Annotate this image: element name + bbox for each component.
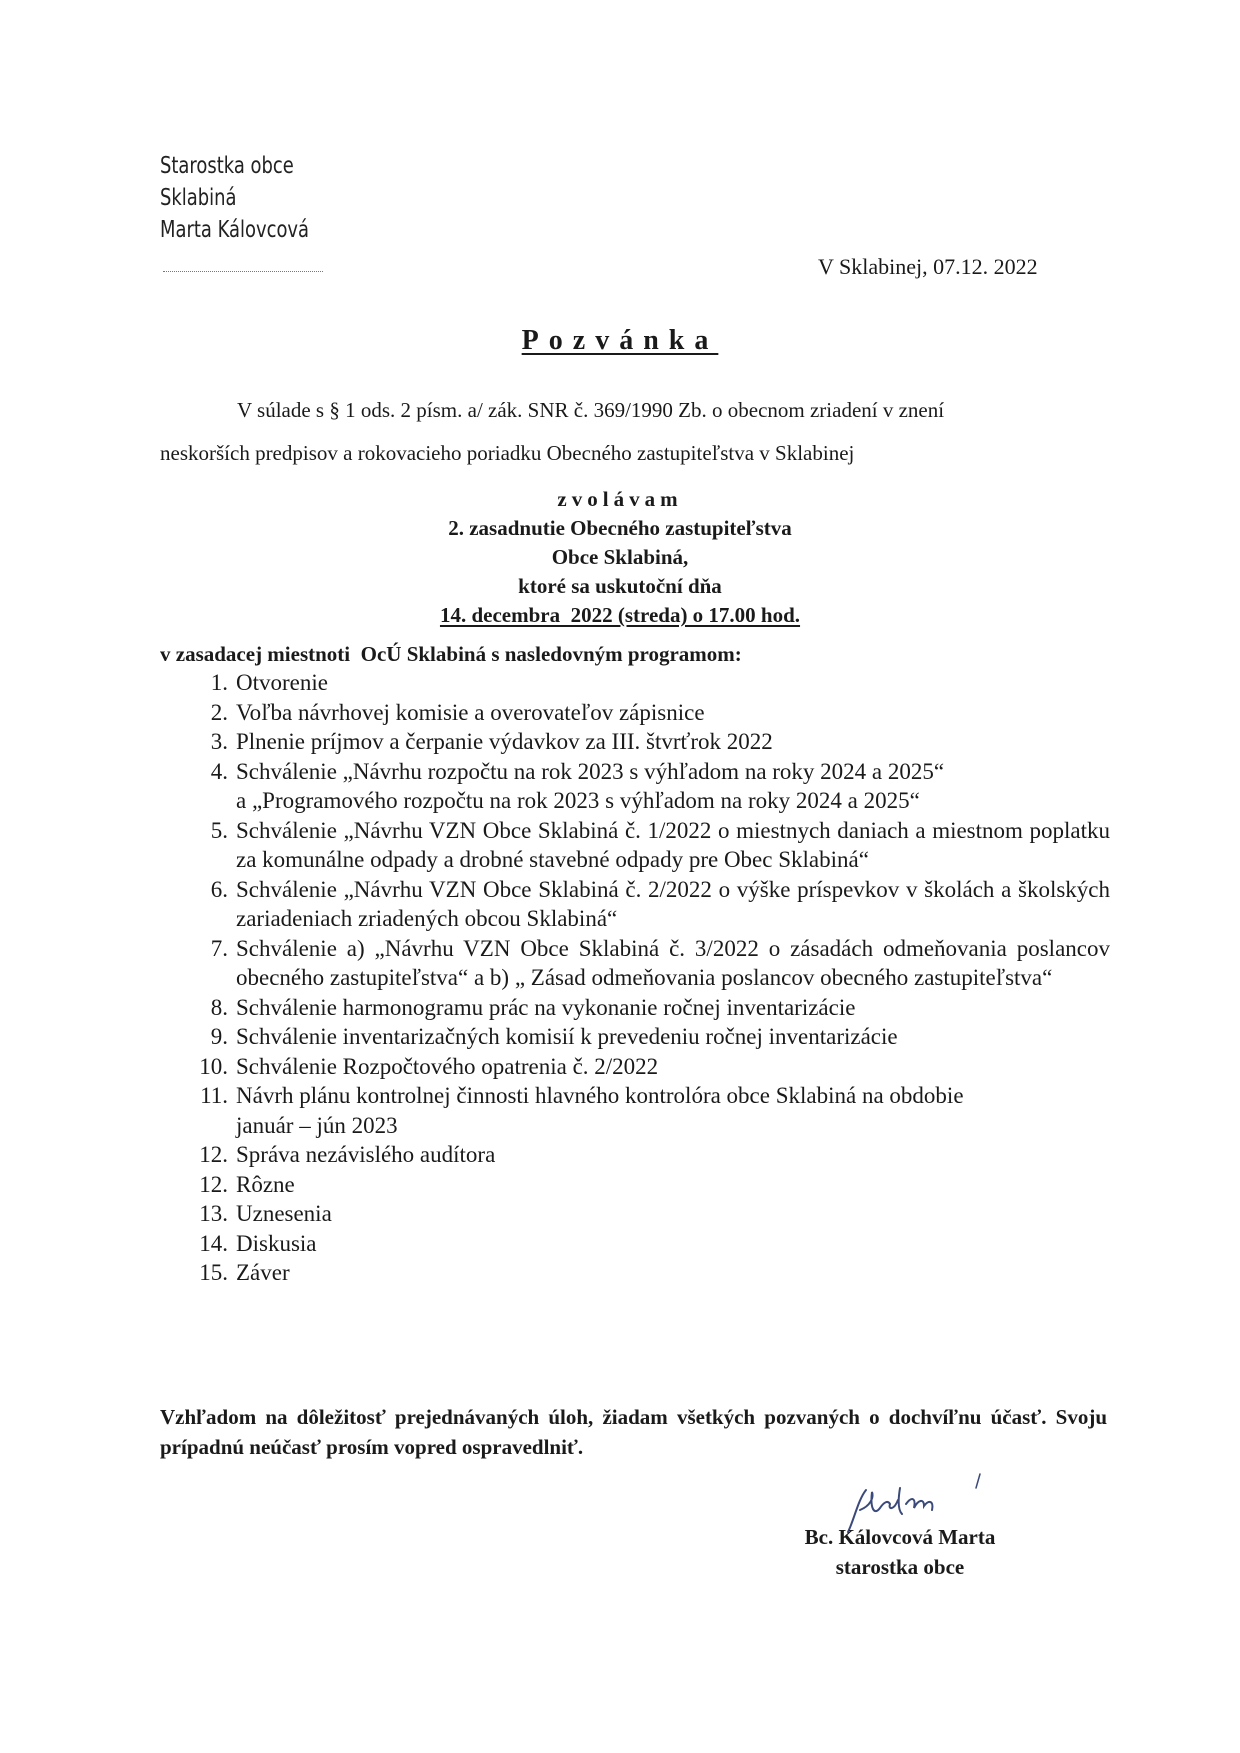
document-date: V Sklabinej, 07.12. 2022 (818, 254, 1038, 279)
agenda-item-text: Uznesenia (236, 1201, 332, 1226)
agenda-item-text: Schválenie Rozpočtového opatrenia č. 2/2022 (236, 1053, 659, 1079)
agenda-item (160, 1140, 1110, 1170)
agenda-item-number: 9. (210, 1024, 228, 1049)
agenda-item-number: 12. (199, 1171, 228, 1197)
agenda-item (160, 934, 1110, 993)
agenda-item-number: 10. (199, 1053, 228, 1079)
agenda-item (160, 757, 1110, 816)
agenda-item-text: Schválenie a) „Návrhu VZN Obce Sklabiná č. 3/2022 o zásadách odmeňovania poslancov obecného zastupiteľstva“ a b) „ Zásad odmeňovania poslancov obecného zastupiteľstva“ (236, 935, 1110, 990)
agenda-item (160, 1022, 1110, 1052)
agenda-item (160, 668, 1110, 698)
agenda-item-text: Schválenie „Návrhu VZN Obce Sklabiná č. 2/2022 o výške príspevkov v školách a školských zariadeniach zriadených obcou Sklabiná“ (236, 876, 1110, 931)
agenda-item-number: 6. (210, 876, 228, 902)
agenda-item (160, 1258, 1110, 1288)
agenda-item-number: 1. (210, 670, 228, 695)
agenda-item (160, 1081, 1110, 1140)
agenda-item-number: 11. (200, 1083, 228, 1108)
agenda-item-number: 4. (210, 758, 228, 784)
stamp-dotted-line (163, 271, 323, 272)
summons-datetime: 14. decembra 2022 (streda) o 17.00 hod. (439, 603, 801, 627)
agenda-item-number: 7. (210, 935, 228, 961)
summons-meeting: 2. zasadnutie Obecného zastupiteľstva (448, 516, 792, 540)
agenda-item-text: Rôzne (236, 1171, 295, 1197)
agenda-item (160, 727, 1110, 757)
agenda-item-text: Plnenie príjmov a čerpanie výdavkov za III. štvrťrok 2022 (236, 729, 773, 754)
agenda-item (160, 993, 1110, 1023)
agenda-item (160, 875, 1110, 934)
municipal-stamp (160, 150, 351, 246)
summons-when-intro: ktoré sa uskutoční dňa (518, 574, 722, 598)
agenda-item-text: Správa nezávislého audítora (236, 1142, 496, 1167)
summons-verb: zvolávam (557, 487, 683, 511)
program-heading: v zasadacej miestnoti OcÚ Sklabiná s nasledovným programom: (160, 642, 742, 666)
agenda-item-text: Schválenie inventarizačných komisií k prevedeniu ročnej inventarizácie (236, 1024, 898, 1049)
agenda-item-text: Schválenie harmonogramu prác na vykonanie ročnej inventarizácie (236, 994, 856, 1020)
agenda-item-number: 5. (210, 817, 228, 843)
agenda-item-number: 12. (199, 1142, 228, 1167)
agenda-item-text: Otvorenie (236, 670, 328, 695)
signer-block (760, 1522, 1040, 1582)
summons-block (0, 485, 1240, 630)
agenda-item (160, 698, 1110, 728)
agenda-item-text: Schválenie „Návrhu VZN Obce Sklabiná č. 1/2022 o miestnych daniach a miestnom poplatku za komunálne odpady a drobné stavebné odpady pre Obec Sklabiná“ (236, 817, 1110, 872)
agenda-item-number: 2. (210, 699, 228, 725)
agenda-item-number: 8. (210, 994, 228, 1020)
agenda-item (160, 1199, 1110, 1229)
intro-line-1: V súlade s § 1 ods. 2 písm. a/ zák. SNR č. 369/1990 Zb. o obecnom zriadení v znení (237, 398, 945, 422)
agenda-item (160, 1229, 1110, 1259)
agenda-item-number: 14. (199, 1230, 228, 1256)
agenda-item-text: Diskusia (236, 1230, 317, 1256)
agenda-item-text: Návrh plánu kontrolnej činnosti hlavného kontrolóra obce Sklabiná na obdobie január – jún 2023 (236, 1083, 964, 1138)
stamp-line-2: Sklabiná (160, 185, 237, 211)
agenda-item (160, 1052, 1110, 1082)
agenda-item-number: 3. (210, 729, 228, 754)
stamp-line-3: Marta Kálovcová (160, 217, 310, 243)
agenda-list (160, 668, 1110, 1288)
agenda-item (160, 1170, 1110, 1200)
stamp-line-1: Starostka obce (160, 153, 294, 179)
agenda-item-number: 13. (199, 1201, 228, 1226)
agenda-item-text: Schválenie „Návrhu rozpočtu na rok 2023 s výhľadom na roky 2024 a 2025“ a „Programového rozpočtu na rok 2023 s výhľadom na roky 2024 a 2025“ (236, 758, 945, 813)
agenda-item-text: Voľba návrhovej komisie a overovateľov zápisnice (236, 699, 705, 725)
closing-paragraph: Vzhľadom na dôležitosť prejednávaných úloh, žiadam všetkých pozvaných o dochvíľnu účasť. Svoju prípadnú neúčasť prosím vopred ospravedlniť. (160, 1405, 1107, 1459)
intro-line-2: neskorších predpisov a rokovacieho poriadku Obecného zastupiteľstva v Sklabinej (160, 441, 855, 465)
signer-role: starostka obce (835, 1555, 965, 1579)
summons-municipality: Obce Sklabiná, (551, 545, 689, 569)
signer-name: Bc. Kálovcová Marta (804, 1525, 996, 1549)
agenda-item-number: 15. (199, 1260, 228, 1285)
agenda-item-text: Záver (236, 1260, 290, 1285)
agenda-item (160, 816, 1110, 875)
document-title: Pozvánka (521, 325, 719, 356)
